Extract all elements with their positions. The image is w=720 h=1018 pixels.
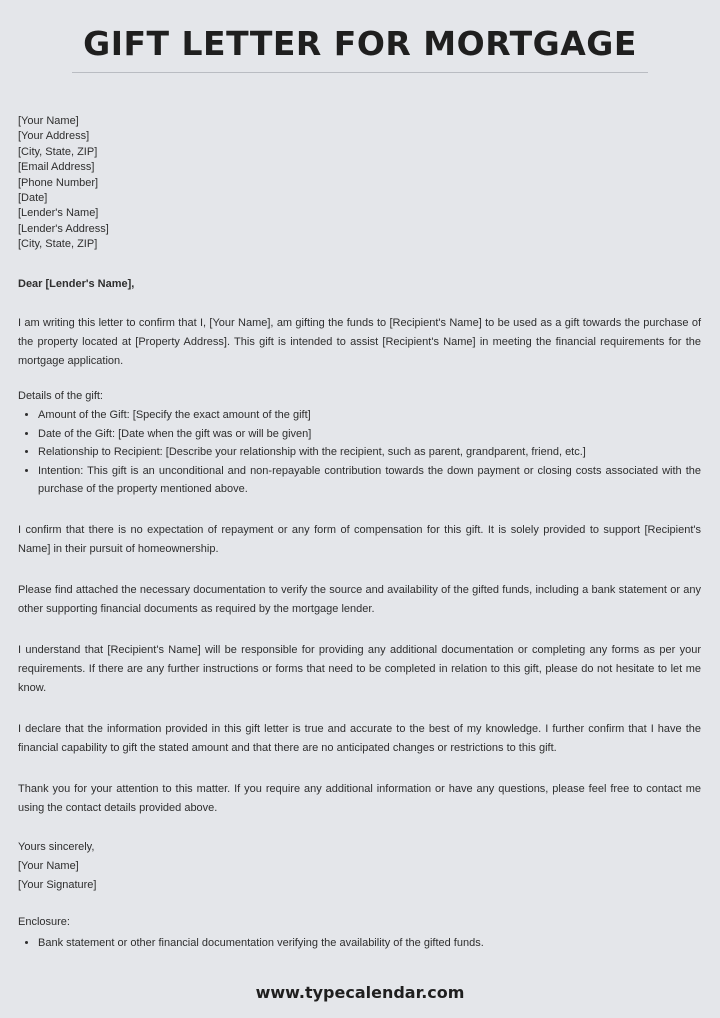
- list-item: • Amount of the Gift: [Specify the exact amount of the gift]: [38, 406, 701, 425]
- sign-off: Yours sincerely,: [18, 840, 95, 853]
- paragraph-declaration: I declare that the information provided in this gift letter is true and accurate to the best of my knowledge. I further confirm that I have the financial capability to gift the stated amount and that there are no anticipated changes or restrictions to this gift.: [18, 722, 701, 754]
- list-item: • Bank statement or other financial documentation verifying the availability of the gifted funds.: [38, 934, 701, 953]
- salutation: Dear [Lender's Name],: [18, 277, 135, 290]
- paragraph-no-repayment: I confirm that there is no expectation of repayment or any form of compensation for this gift. It is solely provided to support [Recipient's Name] in their pursuit of homeownership.: [18, 523, 701, 555]
- paragraph-responsibility: I understand that [Recipient's Name] will be responsible for providing any additional documentation or completing any forms as per your requirements. If there are any further instructions or forms that need to be completed in relation to this gift, please do not hesitate to let me know.: [18, 643, 701, 694]
- enclosure-list: [18, 934, 701, 953]
- list-item: • Date of the Gift: [Date when the gift was or will be given]: [38, 425, 701, 444]
- title-divider: [72, 72, 648, 73]
- letter-body: [18, 114, 701, 952]
- footer-url: www.typecalendar.com: [255, 983, 465, 1002]
- details-heading: Details of the gift:: [18, 390, 103, 403]
- paragraph-documentation: Please find attached the necessary documentation to verify the source and availability of the gifted funds, including a bank statement or any other supporting financial documents as required by the mortgage lender.: [18, 583, 701, 615]
- address-line: [Phone Number]: [18, 176, 99, 189]
- list-item: • Relationship to Recipient: [Describe your relationship with the recipient, such as parent, grandparent, friend, etc.]: [38, 443, 701, 462]
- address-line: [City, State, ZIP]: [18, 145, 98, 158]
- address-block: [18, 114, 701, 253]
- enclosure-block: [18, 913, 701, 953]
- address-line: [Lender's Name]: [18, 207, 99, 220]
- closing-name: [Your Name]: [18, 859, 79, 872]
- address-line: [City, State, ZIP]: [18, 238, 98, 251]
- address-line: [Date]: [18, 192, 48, 205]
- enclosure-heading: Enclosure:: [18, 915, 70, 928]
- page-title: GIFT LETTER FOR MORTGAGE: [83, 24, 637, 63]
- address-line: [Your Name]: [18, 115, 79, 127]
- address-line: [Your Address]: [18, 130, 90, 143]
- paragraph-intro: I am writing this letter to confirm that I, [Your Name], am gifting the funds to [Recipient's Name] to be used as a gift towards the purchase of the property located at [Property Address]. This gift is intended to assist [Recipient's Name] in meeting the financial requirements for the mortgage application.: [18, 317, 701, 368]
- closing-signature: [Your Signature]: [18, 878, 97, 891]
- list-item: • Intention: This gift is an unconditional and non-repayable contribution towards the down payment or closing costs associated with the purchase of the property mentioned above.: [38, 462, 701, 499]
- closing-block: [18, 838, 701, 895]
- address-line: [Lender's Address]: [18, 222, 109, 235]
- address-line: [Email Address]: [18, 161, 95, 174]
- details-list: [18, 406, 701, 499]
- paragraph-thanks: Thank you for your attention to this matter. If you require any additional information or have any questions, please feel free to contact me using the contact details provided above.: [18, 782, 701, 814]
